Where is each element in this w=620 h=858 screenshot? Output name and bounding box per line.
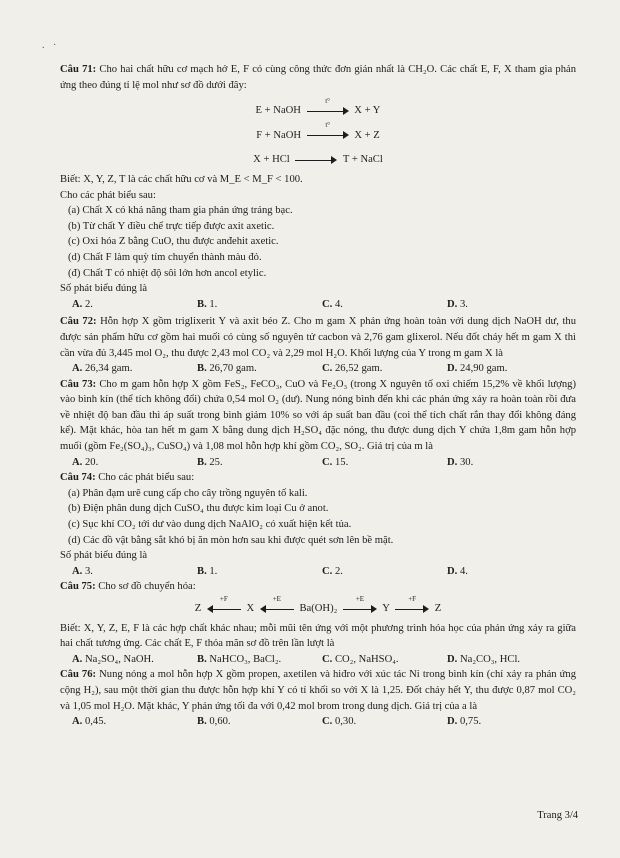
option-c[interactable]	[322, 564, 447, 580]
q71-statement: (c) Oxi hóa Z bằng CuO, thu được anđehit axetic.	[68, 236, 279, 248]
option-b[interactable]	[197, 652, 322, 668]
q74-statement: (a) Phân đạm urê cung cấp cho cây trồng nguyên tố kali.	[68, 487, 308, 499]
arrow-right-icon	[395, 594, 429, 614]
arrow-right-icon	[295, 155, 337, 165]
q72-text	[60, 314, 576, 361]
option-b[interactable]	[197, 361, 322, 377]
option-value: 0,75.	[459, 716, 482, 728]
eq1-left: E + NaOH	[255, 105, 301, 117]
q71-equation-2	[60, 121, 576, 144]
q73-options	[60, 455, 576, 471]
q71-equation-3	[60, 152, 576, 168]
scheme-z-right: Z	[434, 603, 442, 614]
arrow-left-icon	[260, 594, 294, 614]
option-key: A.	[72, 363, 83, 375]
option-value: Na₂CO₃, HCl.	[459, 653, 521, 665]
option-key: D.	[447, 716, 458, 728]
option-c[interactable]	[322, 455, 447, 471]
scan-marks: . ·	[42, 40, 60, 51]
option-value: 15.	[334, 456, 349, 468]
option-a[interactable]	[72, 297, 197, 313]
q74-statement: (b) Điện phân dung dịch CuSO₄ thu được kim loại Cu ở anot.	[68, 503, 329, 515]
q71-statement: (d) Chất F làm quỳ tím chuyển thành màu đỏ.	[68, 251, 262, 263]
option-b[interactable]	[197, 714, 322, 730]
scheme-f1: +F	[219, 594, 228, 603]
arrow-right-icon	[343, 594, 377, 614]
q74-label: Câu 74:	[60, 472, 96, 484]
q76-label: Câu 76:	[60, 669, 97, 681]
option-value: 30.	[459, 456, 474, 468]
q71-options	[60, 297, 576, 313]
option-d[interactable]	[447, 361, 572, 377]
option-value: 26,52 gam.	[334, 363, 383, 375]
option-key: A.	[72, 298, 83, 310]
option-d[interactable]	[447, 297, 572, 313]
q75-text	[60, 579, 576, 595]
q73-label: Câu 73:	[60, 378, 97, 390]
option-c[interactable]	[322, 361, 447, 377]
page-number: Trang 3/4	[537, 810, 578, 822]
option-value: 26,34 gam.	[84, 363, 133, 375]
option-key: D.	[447, 565, 458, 577]
eq3-right: T + NaCl	[342, 154, 383, 166]
scheme-z-left: Z	[194, 603, 202, 614]
arrow-left-icon	[207, 594, 241, 614]
q74-ask: Số phát biểu đúng là	[60, 550, 148, 562]
q71-statement: (đ) Chất T có nhiệt độ sôi lớn hơn ancol etylic.	[68, 267, 267, 279]
option-a[interactable]	[72, 361, 197, 377]
option-a[interactable]	[72, 564, 197, 580]
option-d[interactable]	[447, 714, 572, 730]
option-value: 4.	[459, 565, 468, 577]
q74-text	[60, 470, 576, 486]
option-key: C.	[322, 653, 333, 665]
option-c[interactable]	[322, 297, 447, 313]
q75-options	[60, 652, 576, 668]
option-value: 0,45.	[84, 716, 107, 728]
option-d[interactable]	[447, 652, 572, 668]
eq2-left: F + NaOH	[256, 129, 302, 141]
option-value: 0,60.	[209, 716, 231, 728]
option-value: 3.	[84, 565, 93, 577]
q75-note: Biết: X, Y, Z, E, F là các hợp chất khác nhau; mỗi mũi tên ứng với một phương trình hóa học của phản ứng xảy ra giữa hai chất tương ứng. Các chất E, F thỏa mãn sơ đồ trên lần lượt là	[60, 622, 576, 650]
option-value: 4.	[334, 298, 343, 310]
q72-options	[60, 361, 576, 377]
eq1-right: X + Y	[354, 105, 381, 117]
q71-equation-1	[60, 96, 576, 119]
option-key: C.	[322, 298, 333, 310]
option-key: C.	[322, 456, 333, 468]
q72-body: Hỗn hợp X gồm triglixerit Y và axit béo Z. Cho m gam X phản ứng hoàn toàn với dung dịch NaOH dư, thu được sản phẩm hữu cơ gồm hai muối có cùng số nguyên tử cacbon và 2,76 gam glixerol. Nếu đốt cháy hết m gam X thì cần vừa đủ 3,445 mol O₂, thu được 2,43 mol CO₂ và 2,29 mol H₂O. Khối lượng của Y trong m gam X là	[60, 316, 576, 359]
option-value: 26,70 gam.	[209, 363, 257, 375]
option-b[interactable]	[197, 564, 322, 580]
option-value: 3.	[459, 298, 468, 310]
option-value: 25.	[209, 456, 223, 468]
option-key: C.	[322, 565, 333, 577]
q73-body: Cho m gam hỗn hợp X gồm FeS₂, FeCO₃, CuO và Fe₂O₃ (trong X nguyên tố oxi chiếm 15,2% về khối lượng) vào bình kín (thể tích không đổi) chứa 0,54 mol O₂ (dư). Nung nóng bình đến khi các phản ứng xảy ra hoàn toàn rồi đưa về nhiệt độ ban đầu thì áp suất trong bình giảm 10% so với áp suất ban đầu (coi thể tích chất rắn thay đổi không đáng kể). Mặt khác, hòa tan hết m gam X bằng dung dịch H₂SO₄ đặc nóng, thu được dung dịch Y chứa 1,8m gam hỗn hợp muối (gồm Fe₂(SO₄)₃, CuSO₄) và 1,08 mol hỗn hợp khí gồm CO₂, SO₂. Giá trị của m là	[60, 378, 576, 453]
arrow-right-icon	[307, 96, 349, 116]
q73-text	[60, 377, 576, 455]
scheme-x: X	[246, 603, 255, 614]
q71-statement: (a) Chất X có khả năng tham gia phản ứng tráng bạc.	[68, 205, 293, 217]
q74-body: Cho các phát biểu sau:	[98, 472, 195, 484]
q71-intro: Cho các phát biểu sau:	[60, 189, 156, 201]
q74-options	[60, 564, 576, 580]
page-content	[60, 62, 576, 730]
option-value: 1.	[209, 298, 218, 310]
option-key: A.	[72, 716, 83, 728]
eq3-left: X + HCl	[253, 154, 290, 166]
option-value: NaHCO₃, BaCl₂.	[209, 653, 282, 665]
option-a[interactable]	[72, 455, 197, 471]
q71-label: Câu 71:	[60, 64, 97, 75]
option-key: A.	[72, 456, 83, 468]
option-d[interactable]	[447, 564, 572, 580]
scheme-e1: +E	[272, 594, 281, 603]
q76-body: Nung nóng a mol hỗn hợp X gồm propen, axetilen và hiđro với xúc tác Ni trong bình kín (chỉ xảy ra phản ứng cộng H₂), sau một thời gian thu được hỗn hợp khí Y có tỉ khối so với X là 1,25. Đốt cháy hết Y, thu được 0,87 mol CO₂ và 1,05 mol H₂O. Mặt khác, Y phản ứng tối đa với 0,42 mol brom trong dung dịch. Giá trị của a là	[60, 669, 577, 712]
eq2-right: X + Z	[354, 129, 380, 141]
option-value: 2.	[84, 298, 93, 310]
q72-label: Câu 72:	[60, 316, 97, 328]
option-c[interactable]	[322, 714, 447, 730]
option-a[interactable]	[72, 652, 197, 668]
q75-body: Cho sơ đồ chuyển hóa:	[98, 581, 196, 593]
option-key: B.	[197, 716, 207, 728]
q71-statement: (b) Từ chất Y điều chế trực tiếp được axit axetic.	[68, 220, 275, 232]
scheme-y: Y	[382, 603, 390, 614]
option-c[interactable]	[322, 652, 447, 668]
option-value: CO₂, NaHSO₄.	[334, 653, 399, 665]
q74-statement: (c) Sục khí CO₂ tới dư vào dung dịch NaAlO₂ có xuất hiện kết tủa.	[68, 519, 352, 531]
option-value: 20.	[84, 456, 99, 468]
option-value: 24,90 gam.	[459, 363, 508, 375]
option-a[interactable]	[72, 714, 197, 730]
option-key: B.	[197, 298, 207, 310]
q76-text	[60, 667, 576, 714]
option-value: 2.	[334, 565, 343, 577]
option-value: 1.	[209, 565, 218, 577]
q75-scheme	[60, 594, 576, 617]
option-key: D.	[447, 363, 458, 375]
option-key: D.	[447, 456, 458, 468]
option-key: C.	[322, 363, 333, 375]
option-key: B.	[197, 363, 207, 375]
option-key: D.	[447, 298, 458, 310]
option-key: A.	[72, 565, 83, 577]
eq1-cond: t°	[325, 96, 330, 105]
option-b[interactable]	[197, 297, 322, 313]
option-value: Na₂SO₄, NaOH.	[84, 653, 154, 665]
option-key: C.	[322, 716, 333, 728]
scheme-f2: +F	[408, 594, 417, 603]
option-key: B.	[197, 456, 207, 468]
arrow-right-icon	[307, 121, 349, 140]
option-key: B.	[197, 565, 207, 577]
option-d[interactable]	[447, 455, 572, 471]
option-b[interactable]	[197, 455, 322, 471]
q75-label: Câu 75:	[60, 581, 96, 593]
q71-ask: Số phát biểu đúng là	[60, 283, 148, 295]
q74-statement: (d) Các đồ vật bằng sắt khó bị ăn mòn hơn sau khi được quét sơn lên bề mặt.	[68, 534, 394, 546]
option-key: A.	[72, 653, 83, 665]
option-key: D.	[447, 653, 458, 665]
option-key: B.	[197, 653, 207, 665]
scheme-e2: +E	[355, 594, 365, 603]
q71-text	[60, 62, 576, 93]
q71-note: Biết: X, Y, Z, T là các chất hữu cơ và M_E < M_F < 100.	[60, 173, 303, 185]
q71-body: Cho hai chất hữu cơ mạch hở E, F có cùng công thức đơn giản nhất là CH₂O. Các chất E, F, X tham gia phản ứng theo đúng tỉ lệ mol như sơ đồ dưới đây:	[60, 64, 576, 91]
option-value: 0,30.	[334, 716, 357, 728]
eq2-cond: t°	[325, 121, 331, 130]
q76-options	[60, 714, 576, 730]
scheme-center: Ba(OH)₂	[299, 603, 338, 614]
